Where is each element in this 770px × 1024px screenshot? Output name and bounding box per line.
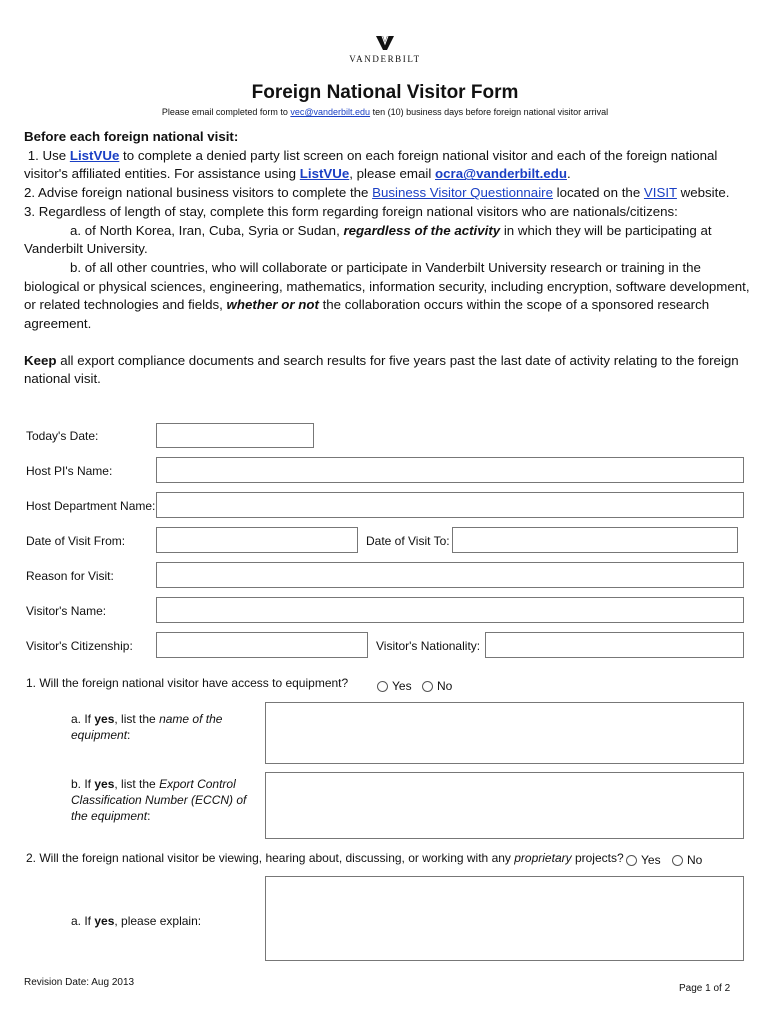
nationality-input[interactable]	[485, 632, 744, 658]
q2-yes-option[interactable]: Yes	[626, 853, 661, 867]
instruction-3: 3. Regardless of length of stay, complete this form regarding foreign national visitors who are nationals/citizens:	[24, 203, 678, 219]
instruction-3a: a. of North Korea, Iran, Cuba, Syria or Sudan, regardless of the activity in which they will be participating at Vanderbilt University.	[24, 222, 712, 257]
instruction-3b: b. of all other countries, who will collaborate or participate in Vanderbilt University research or training in the biological or physical sciences, engineering, mathematics, information security, including encryption, software development, or related technologies and fields, whether or not the collaboration occurs within the scope of a sponsored research agreement.	[24, 259, 750, 332]
listvue-link[interactable]: ListVUe	[69, 147, 120, 163]
citizenship-input[interactable]	[156, 632, 368, 658]
email-link-vec[interactable]: vec@vanderbilt.edu	[290, 107, 371, 117]
q1-yes-option[interactable]: Yes	[377, 679, 412, 693]
business-visitor-questionnaire-link[interactable]: Business Visitor Questionnaire	[372, 185, 553, 201]
listvue-link-2[interactable]: ListVUe	[299, 166, 350, 182]
reason-input[interactable]	[156, 562, 744, 588]
q2-no-option[interactable]: No	[672, 853, 702, 867]
ocra-email-link[interactable]: ocra@vanderbilt.edu	[435, 166, 567, 182]
todays-date-label: Today's Date:	[26, 429, 99, 443]
q1-yes-radio[interactable]	[377, 681, 388, 692]
host-pi-label: Host PI's Name:	[26, 464, 113, 478]
instructions	[24, 128, 754, 389]
keep-note: Keep all export compliance documents and search results for five years past the last date of activity relating to the foreign national visit.	[24, 352, 739, 387]
subtitle: Please email completed form to vec@vanderbilt.edu ten (10) business days before foreign national visitor arrival	[161, 107, 609, 117]
question-1b: b. If yes, list the Export Control Classification Number (ECCN) of the equipment:	[71, 777, 247, 823]
q2-yes-radio[interactable]	[626, 855, 637, 866]
question-2: 2. Will the foreign national visitor be viewing, hearing about, discussing, or working with any proprietary projects?	[26, 851, 624, 865]
visit-from-input[interactable]	[156, 527, 358, 553]
visit-link[interactable]: VISIT	[643, 185, 677, 201]
visitor-name-label: Visitor's Name:	[26, 604, 107, 618]
host-dept-input[interactable]	[156, 492, 744, 518]
q2a-explain-textarea[interactable]	[265, 876, 744, 961]
question-1a: a. If yes, list the name of the equipment:	[71, 712, 223, 742]
question-2a: a. If yes, please explain:	[71, 914, 202, 928]
vanderbilt-v-logo-icon	[376, 36, 394, 50]
page-title: Foreign National Visitor Form	[251, 82, 519, 103]
instruction-2: 2. Advise foreign national business visitors to complete the Business Visitor Questionnaire located on the VISIT website.	[24, 185, 730, 201]
q1-no-radio[interactable]	[422, 681, 433, 692]
visit-from-label: Date of Visit From:	[26, 534, 126, 548]
host-dept-label: Host Department Name:	[26, 499, 156, 513]
q2-no-radio[interactable]	[672, 855, 683, 866]
visit-to-label: Date of Visit To:	[366, 534, 450, 548]
q1a-equipment-textarea[interactable]	[265, 702, 744, 764]
visitor-name-input[interactable]	[156, 597, 744, 623]
instructions-heading: Before each foreign national visit:	[24, 129, 239, 144]
visit-to-input[interactable]	[452, 527, 738, 553]
page-number: Page 1 of 2	[679, 983, 731, 994]
question-1: 1. Will the foreign national visitor have access to equipment?	[26, 676, 349, 690]
reason-label: Reason for Visit:	[26, 569, 114, 583]
citizenship-label: Visitor's Citizenship:	[26, 639, 133, 653]
brand-name: VANDERBILT	[349, 54, 421, 64]
host-pi-input[interactable]	[156, 457, 744, 483]
q1-no-option[interactable]: No	[422, 679, 452, 693]
revision-date: Revision Date: Aug 2013	[24, 977, 135, 988]
instruction-1: 1. Use ListVUe to complete a denied party list screen on each foreign national visitor and each of the foreign national visitor's affiliated entities. For assistance using ListVUe, please email ocra@vanderbilt.edu.	[24, 147, 718, 182]
todays-date-input[interactable]	[156, 423, 314, 448]
nationality-label: Visitor's Nationality:	[376, 639, 481, 653]
q1b-eccn-textarea[interactable]	[265, 772, 744, 839]
